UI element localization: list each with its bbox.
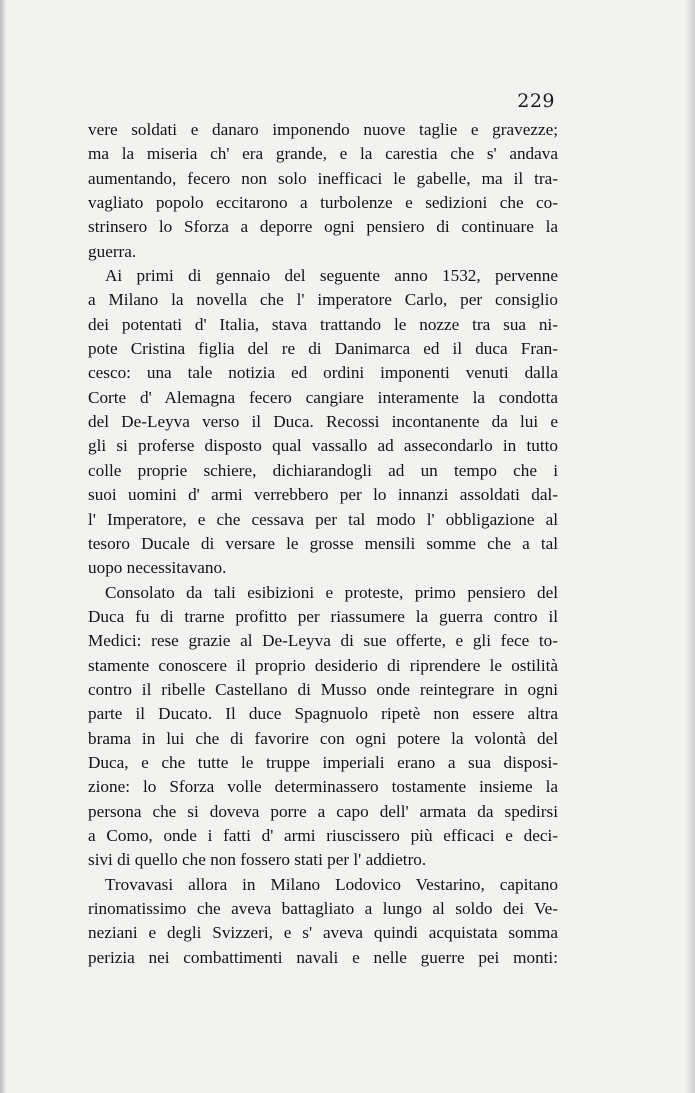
text-line: persona che si doveva porre a capo dell' armata da spedirsi: [88, 801, 558, 821]
text-line: a Como, onde i fatti d' armi riuscissero più efficaci e deci-: [88, 825, 558, 845]
text-line: Corte d' Alemagna fecero cangiare interamente la condotta: [88, 387, 558, 407]
text-line: parte il Ducato. Il duce Spagnuolo ripetè non essere altra: [88, 704, 558, 724]
text-line: Duca, e che tutte le truppe imperiali erano a sua disposi-: [88, 752, 558, 772]
paragraph: [88, 873, 558, 970]
text-line: suoi uomini d' armi verrebbero per lo innanzi assoldati dal-: [88, 485, 558, 505]
text-line: pote Cristina figlia del re di Danimarca ed il duca Fran-: [88, 339, 558, 359]
text-line: uopo necessitavano.: [88, 558, 227, 578]
text-line: rinomatissimo che aveva battagliato a lungo al soldo dei Ve-: [88, 899, 558, 918]
text-line: brama in lui che di favorire con ogni potere la volontà del: [88, 728, 558, 748]
page-number: 229: [517, 90, 555, 112]
page-edge-left: [0, 0, 6, 1093]
text-line: ma la miseria ch' era grande, e la carestia che s' andava: [88, 144, 558, 164]
text-line: del De-Leyva verso il Duca. Recossi incontanente da lui e: [88, 412, 558, 432]
text-line: Medici: rese grazie al De-Leyva di sue offerte, e gli fece to-: [88, 631, 558, 651]
text-line: sivi di quello che non fossero stati per l' addietro.: [88, 850, 427, 870]
text-line: neziani e degli Svizzeri, e s' aveva quindi acquistata somma: [88, 923, 558, 943]
text-line: a Milano la novella che l' imperatore Carlo, per consiglio: [88, 290, 558, 310]
text-line: Ai primi di gennaio del seguente anno 1532, pervenne: [105, 266, 558, 286]
text-line: perizia nei combattimenti navali e nelle guerre pei monti:: [88, 947, 558, 967]
text-line: Consolato da tali esibizioni e proteste, primo pensiero del: [105, 582, 558, 602]
text-line: Duca fu di trarne profitto per riassumere la guerra contro il: [88, 606, 558, 626]
text-line: l' Imperatore, e che cessava per tal modo l' obbligazione al: [88, 509, 558, 529]
paragraph: [88, 118, 558, 264]
text-line: dei potentati d' Italia, stava trattando le nozze tra sua ni-: [88, 314, 558, 334]
text-line: zione: lo Sforza volle determinassero tostamente insieme la: [88, 777, 558, 797]
paragraph: [88, 264, 558, 580]
text-line: guerra.: [88, 241, 137, 261]
text-line: Trovavasi allora in Milano Lodovico Vestarino, capitano: [105, 874, 558, 894]
text-line: contro il ribelle Castellano di Musso onde reintegrare in ogni: [88, 679, 558, 699]
text-line: vere soldati e danaro imponendo nuove taglie e gravezze;: [88, 120, 558, 139]
text-line: gli si proferse disposto qual vassallo ad assecondarlo in tutto: [88, 436, 558, 456]
text-line: colle proprie schiere, dichiarandogli ad un tempo che i: [88, 460, 558, 480]
page-edge-right: [685, 0, 695, 1093]
text-line: stamente conoscere il proprio desiderio di riprendere le ostilità: [88, 655, 558, 675]
paragraph: [88, 581, 558, 873]
body-text: [88, 118, 558, 970]
text-line: aumentando, fecero non solo inefficaci le gabelle, ma il tra-: [88, 168, 558, 188]
text-line: tesoro Ducale di versare le grosse mensili somme che a tal: [88, 533, 558, 553]
text-line: cesco: una tale notizia ed ordini imponenti venuti dalla: [88, 363, 558, 383]
text-line: strinsero lo Sforza a deporre ogni pensiero di continuare la: [88, 217, 558, 237]
text-line: vagliato popolo eccitarono a turbolenze e sedizioni che co-: [88, 193, 558, 213]
